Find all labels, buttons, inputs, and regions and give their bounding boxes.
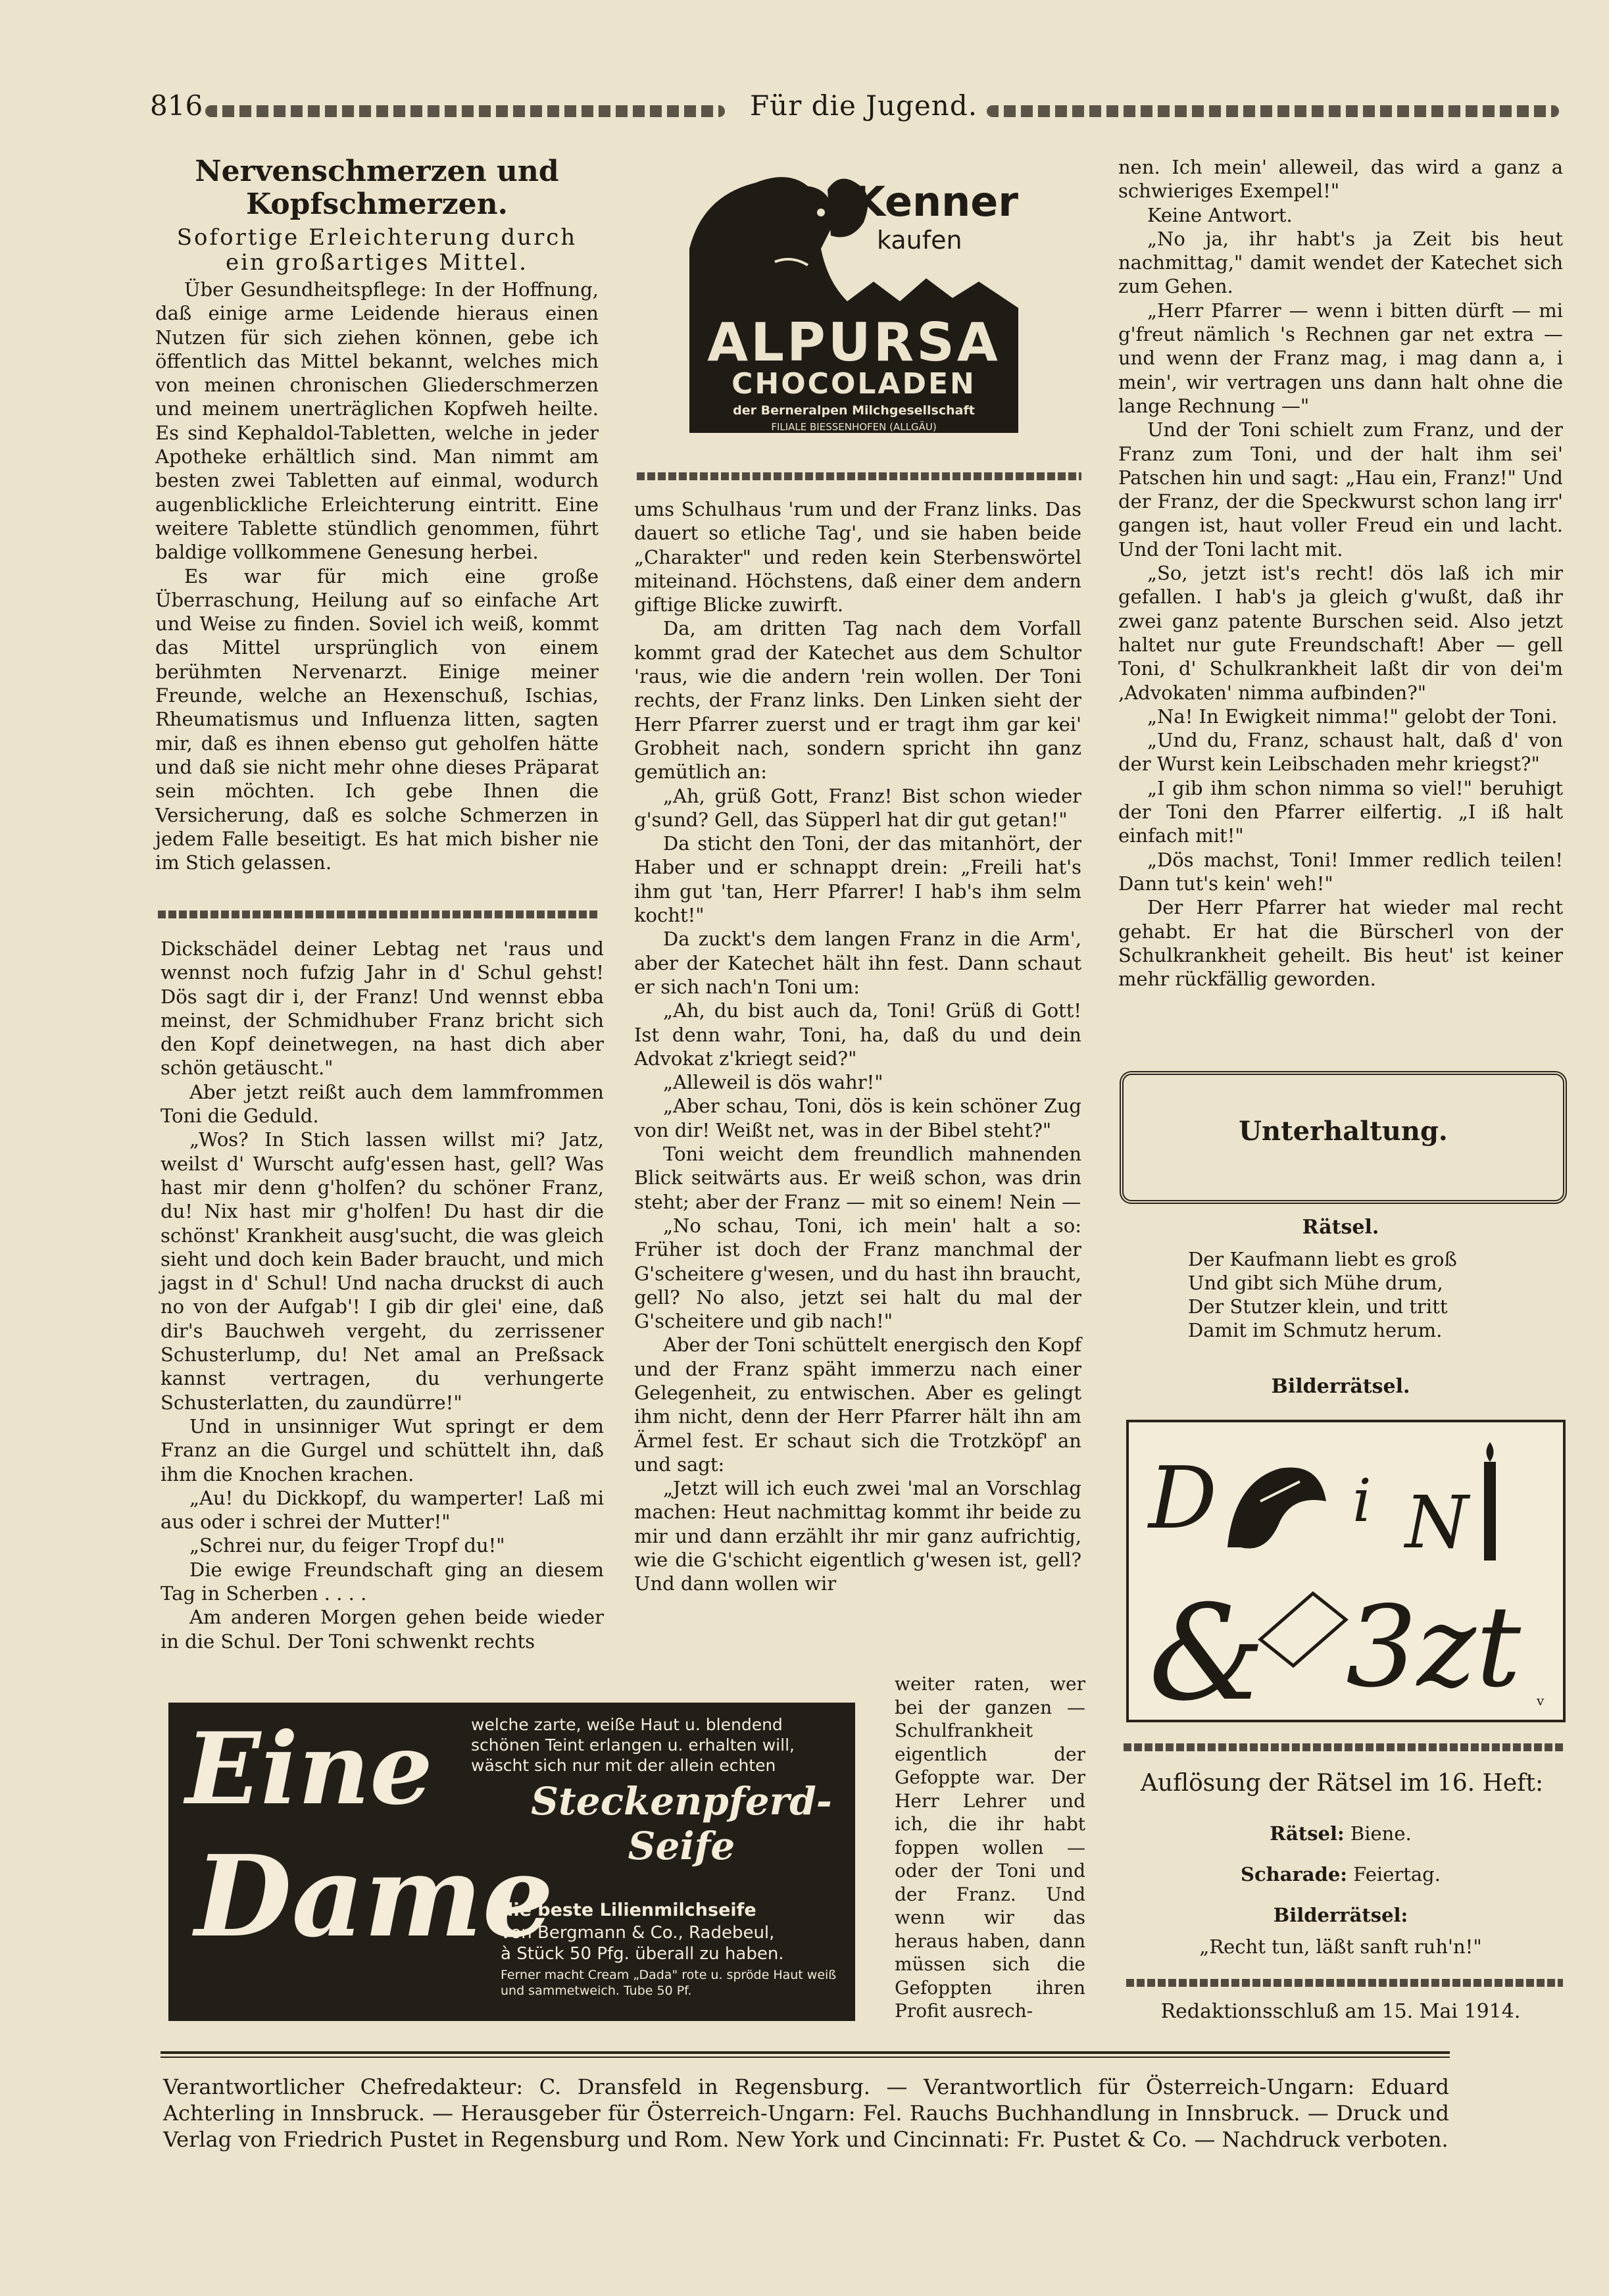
- column-1-bottom: [161, 937, 604, 1653]
- paragraph: weiter raten, wer bei der ganzen — Schulfrankheit eigentlich der Gefoppte war. Der Herr Lehrer und ich, die ihr habt foppen wollen — oder der Toni und der Franz. Und wenn wir das heraus haben, dann müssen sich die Gefoppten ihren Profit ausrech-: [895, 1673, 1085, 2022]
- paragraph: „So, jetzt ist's recht! dös laß ich mir gefallen. I hab's ja gleich g'wußt, daß ihr zwei ganz patente Burschen seid. Also jetzt haltet nur gute Freundschaft! Aber — gell Toni, d' Schulkrankheit laßt dir von dei'm ‚Advokaten' nimma aufbinden?": [1118, 562, 1563, 704]
- alpursa-advertisement: [676, 150, 1031, 439]
- section-box: [1120, 1071, 1567, 1204]
- paragraph: „Au! du Dickkopf, du wamperter! Laß mi aus oder i schrei der Mutter!": [161, 1486, 604, 1534]
- column-separator: [158, 911, 597, 918]
- rebus-letter: N: [1405, 1480, 1469, 1564]
- paragraph: „Schrei nur, du feiger Tropf du!": [189, 1534, 505, 1557]
- solution-3-label: Bilderrätsel:: [1273, 1904, 1408, 1926]
- ad-desc2: von Bergmann & Co., Radebeul,: [501, 1923, 775, 1943]
- article-title: Nervenschmerzen und Kopfschmerzen.: [195, 155, 559, 221]
- solution-label: Scharade:: [1241, 1863, 1348, 1885]
- column-separator: [1124, 1743, 1563, 1751]
- footer-rule: [161, 2057, 1450, 2058]
- paragraph: Keine Antwort.: [1147, 203, 1293, 226]
- alpursa-line2: kaufen: [877, 226, 962, 255]
- header-ornament-right: [987, 105, 1559, 117]
- column-1-top: [155, 155, 599, 874]
- alpursa-company: der Berneralpen Milchgesellschaft: [733, 403, 975, 418]
- paragraph: Und in unsinniger Wut springt er dem Franz an die Gurgel und schüttelt ihn, daß ihm die Knochen krachen.: [161, 1414, 604, 1485]
- paragraph: Über Gesundheitspflege: In der Hoffnung, daß einige arme Leidende hieraus einen Nutzen für sich ziehen können, gebe ich öffentlich das Mittel bekannt, welches mich von meinen chronischen Gliederschmerzen und meinem unerträglichen Kopfweh heilte. Es sind Kephaldol-Tabletten, welche in jeder Apotheke erhältlich sind. Man nimmt am besten zwei Tabletten auf einmal, wodurch augenblickliche Erleichterung eintritt. Eine weitere Tablette stündlich genommen, führt baldige vollkommene Genesung herbei.: [155, 278, 599, 564]
- column-2: [634, 497, 1081, 1596]
- section-title: Unterhaltung.: [1239, 1116, 1448, 1147]
- ad-desc3: à Stück 50 Pfg. überall zu haben.: [501, 1944, 784, 1964]
- ad-desc1: die beste Lilienmilchseife: [501, 1900, 756, 1920]
- rebus-letter: D: [1149, 1448, 1218, 1548]
- paragraph: Toni weicht dem freundlich mahnenden Blick seitwärts aus. Er weiß schon, was drin steht; aber der Franz — mit so einem! Nein —: [634, 1143, 1081, 1213]
- solution-1: [1118, 1822, 1563, 1845]
- paragraph: Und der Toni schielt zum Franz, und der Franz zum Toni, und der halt ihm sei' Patschen hin und sagt: „Hau ein, Franz!" Und der Franz, der die Speckwurst schon lang irr' gangen ist, haut voller Freud ein und lacht. Und der Toni lacht mit.: [1118, 418, 1563, 561]
- paragraph: „Jetzt will ich euch zwei 'mal an Vorschlag machen: Heut nachmittag kommt ihr beide zu mir und dann erzählt ihr mir ganz aufrichtig, wie die G'schicht eigentlich g'wesen ist, gell? Und dann wollen wir: [634, 1477, 1081, 1595]
- paragraph: Am anderen Morgen gehen beide wieder in die Schul. Der Toni schwenkt rechts: [161, 1606, 604, 1653]
- rebus-letter: 3zt: [1346, 1582, 1522, 1712]
- footer-rule: [161, 2051, 1450, 2054]
- header-ornament-left: [205, 105, 725, 117]
- picture-riddle-image: [1126, 1420, 1566, 1722]
- paragraph: Aber jetzt reißt auch dem lammfrommen Toni die Geduld.: [161, 1080, 604, 1128]
- paragraph: Dickschädel deiner Lebtag net 'raus und wennst noch fufzig Jahr in d' Schul gehst! Dös sagt dir i, der Franz! Und wennst ebba meinst, der Schmidhuber Franz bricht sich den Kopf deinetwegen, na hast dich aber schön getäuscht.": [161, 937, 604, 1080]
- paragraph: „No ja, ihr habt's ja Zeit bis heut nachmittag," damit wendet der Katechet sich zum Gehen.: [1118, 227, 1563, 298]
- article-subtitle: Sofortige Erleichterung durch ein großartiges Mittel.: [176, 224, 578, 276]
- ad-big-line1: Eine: [186, 1711, 433, 1827]
- ad-big-line2: Dame: [195, 1831, 554, 1962]
- rebus-drawing: [1129, 1422, 1563, 1720]
- paragraph: „Herr Pfarrer — wenn i bitten dürft — mi g'freut nämlich 's Rechnen gar net extra — und wenn der Franz mag, i mag dann a, i mein', wir vertragen uns dann halt ohne die lange Rechnung —": [1118, 299, 1563, 417]
- paragraph: Aber der Toni schüttelt energisch den Kopf und der Franz späht immerzu nach einer Gelegenheit, zu entwischen. Aber es gelingt ihm nicht, denn der Herr Pfarrer hält ihn am Ärmel fest. Er schaut sich die Trotzköpf' an und sagt:: [634, 1334, 1081, 1476]
- alpursa-ad-graphic: [676, 150, 1031, 439]
- paragraph: Da, am dritten Tag nach dem Vorfall kommt grad der Katechet aus dem Schultor 'raus, wie die andern 'rein wollen. Der Toni rechts, der Franz links. Den Linken sieht der Herr Pfarrer zuerst und er tragt ihm gar kei' Grobheit nach, sondern spricht ihn ganz gemütlich an:: [634, 617, 1081, 784]
- poem-line: Und gibt sich Mühe drum,: [1188, 1272, 1443, 1294]
- paragraph: „Aber schau, Toni, dös is kein schöner Zug von dir! Weißt net, was in der Bibel steht?": [634, 1095, 1081, 1141]
- paragraph: Da sticht den Toni, der das mitanhört, der Haber und er schnappt drein: „Freili hat's ihm gut 'tan, Herr Pfarrer! I hab's ihm selm kocht!": [634, 832, 1081, 927]
- column-3: [1118, 155, 1563, 991]
- alpursa-line1: Kenner: [854, 178, 1018, 226]
- paragraph: Der Herr Pfarrer hat wieder mal recht gehabt. Er hat die Bürscherl von der Schulkrankheit geheilt. Bis heut' ist keiner mehr rückfällig geworden.: [1118, 896, 1563, 991]
- steckenpferd-advertisement: [168, 1703, 855, 2021]
- editorial-deadline: Redaktionsschluß am 15. Mai 1914.: [1160, 2000, 1521, 2023]
- solution-value: Biene.: [1350, 1822, 1412, 1845]
- paragraph: nen. Ich mein' alleweil, das wird a ganz a schwieriges Exempel!": [1118, 156, 1563, 203]
- paragraph: Die ewige Freundschaft ging an diesem Tag in Scherben . . . .: [161, 1558, 604, 1605]
- alpursa-product: CHOCOLADEN: [731, 367, 976, 401]
- rebus-signature: v: [1537, 1693, 1545, 1709]
- page-number: 816: [150, 89, 203, 122]
- paragraph: „I gib ihm schon nimma so viel!" beruhigt der Toni den Pfarrer eilfertig. „I iß halt einfach mit!": [1118, 776, 1563, 847]
- solution-2: [1118, 1863, 1563, 1885]
- solution-label: Rätsel:: [1270, 1822, 1345, 1845]
- paragraph: ums Schulhaus 'rum und der Franz links. Das dauert so etliche Tag', und sie haben beide „Charakter" und reden kein Sterbenswörtel miteinand. Höchstens, daß einer dem andern giftige Blicke zuwirft.: [634, 498, 1081, 616]
- paragraph: „Na! In Ewigkeit nimma!" gelobt der Toni.: [1147, 705, 1558, 728]
- ad-brand-line2: Seife: [628, 1824, 735, 1868]
- running-title: Für die Jugend.: [750, 89, 978, 122]
- solutions-title: Auflösung der Rätsel im 16. Heft:: [1140, 1770, 1544, 1797]
- solution-value: Feiertag.: [1353, 1863, 1441, 1885]
- paragraph: „No schau, Toni, ich mein' halt a so: Früher ist doch der Franz manchmal der G'scheitere g'wesen, und du hast ihn braucht, gell? No also, jetzt sei halt du mal der G'scheitere und gib nach!": [634, 1214, 1081, 1333]
- ad-small-print: Ferner macht Cream „Dada" rote u. spröde Haut weiß und sammetweich. Tube 50 Pf.: [501, 1968, 837, 1998]
- ad-top-text: welche zarte, weiße Haut u. blendend schönen Teint erlangen u. erhalten will, wäscht sich nur mit der allein echten: [471, 1715, 795, 1775]
- paragraph: „Alleweil is dös wahr!": [663, 1071, 883, 1094]
- alpursa-brand: ALPURSA: [707, 312, 1001, 373]
- alpursa-branch: FILIALE BIESSENHOFEN (ALLGÄU): [771, 421, 937, 433]
- paragraph: „Dös machst, Toni! Immer redlich teilen! Dann tut's kein' weh!": [1118, 848, 1563, 895]
- riddle-title: Rätsel.: [1302, 1216, 1379, 1239]
- ad-brand-line1: Steckenpferd-: [531, 1779, 832, 1824]
- rebus-letter: i: [1352, 1466, 1372, 1535]
- rebus-letter: &: [1149, 1577, 1266, 1720]
- paragraph: „Und du, Franz, schaust halt, daß d' von der Wurst kein Leibschaden mehr kriegst?": [1118, 729, 1563, 776]
- paragraph: Es war für mich eine große Überraschung, Heilung auf so einfache Art und Weise zu finden. Soviel ich weiß, kommt das Mittel ursprünglich von einem berühmten Nervenarzt. Einige meiner Freunde, welche an Hexenschuß, Ischias, Rheumatismus und Influenza litten, sagten mir, daß es ihnen ebenso gut geholfen hätte und daß sie nicht mehr ohne dieses Präparat sein möchten. Ich gebe Ihnen die Versicherung, daß es solche Schmerzen in jedem Falle beseitigt. Es hat mich bisher nie im Stich gelassen.: [155, 564, 599, 874]
- riddle-poem: [1188, 1247, 1457, 1342]
- poem-line: Der Kaufmann liebt es groß: [1188, 1248, 1457, 1270]
- paragraph: Da zuckt's dem langen Franz in die Arm', aber der Katechet hält ihn fest. Dann schaut er sich nach'n Toni um:: [634, 928, 1081, 998]
- imprint: Verantwortlicher Chefredakteur: C. Dransfeld in Regensburg. — Verantwortlich für Österreich-Ungarn: Eduard Achterling in Innsbruck. — Herausgeber für Österreich-Ungarn: Fel. Rauchs Buchhandlung in Innsbruck. — Druck und Verlag von Friedrich Pustet in Regensburg und Rom. New York und Cincinnati: Fr. Pustet & Co. — Nachdruck verboten.: [163, 2074, 1449, 2152]
- poem-line: Damit im Schmutz herum.: [1188, 1319, 1443, 1341]
- column-separator: [637, 472, 1081, 480]
- column-2-narrow: [895, 1672, 1085, 2023]
- picture-riddle-title: Bilderrätsel.: [1271, 1375, 1410, 1398]
- paragraph: „Wos? In Stich lassen willst mi? Jatz, weilst d' Wurscht aufg'essen hast, gell? Was hast mir denn g'holfen? du schöner Franz, du! Nix hast mir g'holfen! Du hast dir die schönst' Krankheit ausg'sucht, die was gleich sieht und doch kein Bader braucht, und mich jagst in d' Schul! Und nacha druckst di auch no von der Aufgab'! I gib dir glei' eine, daß dir's Bauchweh vergeht, du zerrissener Schusterlump, du! Net amal an Preßsack kannst vertragen, du verhungerte Schusterlatten, du zaundürre!": [161, 1128, 604, 1414]
- solution-3-value: „Recht tun, läßt sanft ruh'n!": [1199, 1935, 1482, 1958]
- paragraph: „Ah, du bist auch da, Toni! Grüß di Gott! Ist denn wahr, Toni, ha, daß du und dein Advokat z'kriegt seid?": [634, 999, 1081, 1070]
- paragraph: „Ah, grüß Gott, Franz! Bist schon wieder g'sund? Gell, das Süpperl hat dir gut getan!": [634, 784, 1081, 831]
- poem-line: Der Stutzer klein, und tritt: [1188, 1295, 1448, 1318]
- column-separator: [1126, 1979, 1563, 1987]
